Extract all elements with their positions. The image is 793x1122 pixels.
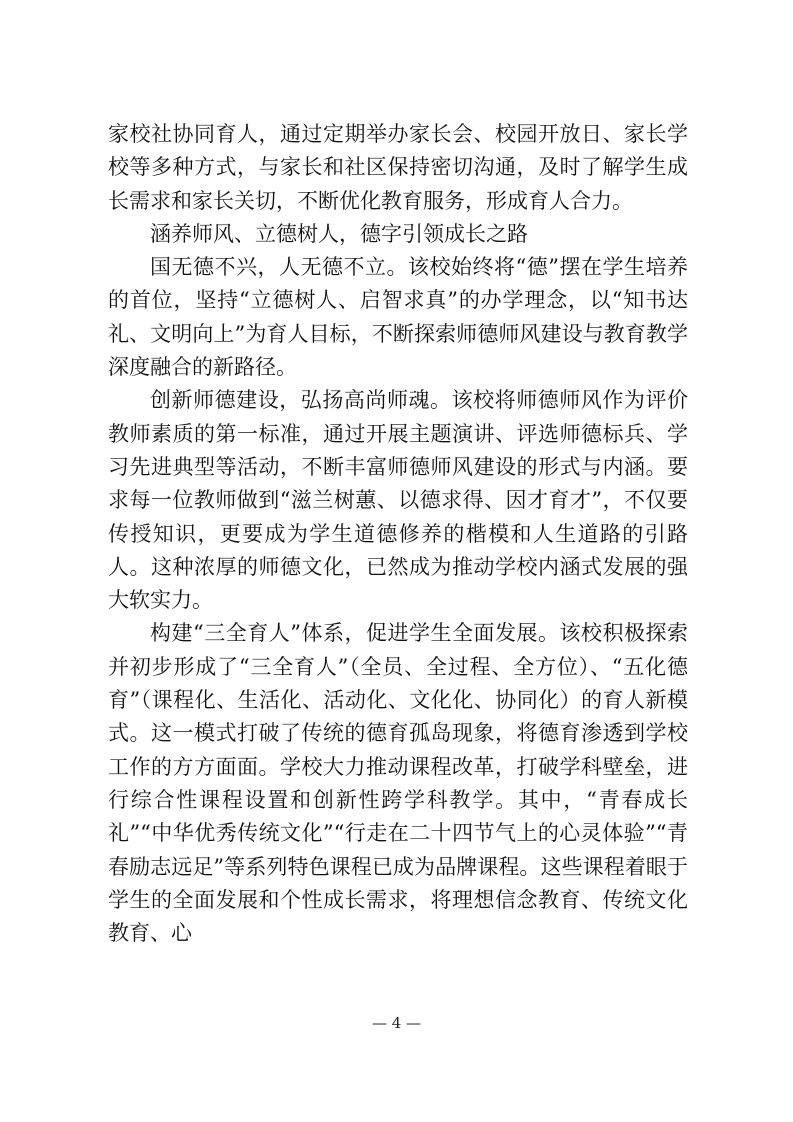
paragraph-continuation: 家校社协同育人，通过定期举办家长会、校园开放日、家长学校等多种方式，与家长和社区保持密切沟通，及时了解学生成长需求和家长关切，不断优化教育服务，形成育人合力。 bbox=[108, 122, 688, 213]
page-number: — 4 — bbox=[371, 1014, 422, 1032]
paragraph-three-all-education: 构建“三全育人”体系，促进学生全面发展。该校积极探索并初步形成了“三全育人”（全员、全过程、全方位）、“五化德育”（课程化、生活化、活动化、文化化、协同化）的育人新模式。这一模式打破了传统的德育孤岛现象，将德育渗透到学校工作的方方面面。学校大力推动课程改革，打破学科壁垒，进行综合性课程设置和创新性跨学科教学。其中，“青春成长礼”“中华优秀传统文化”“行走在二十四节气上的心灵体验”“青春励志远足”等系列特色课程已成为品牌课程。这些课程着眼于学生的全面发展和个性成长需求，将理想信念教育、传统文化教育、心 bbox=[108, 621, 688, 946]
body-text bbox=[108, 118, 688, 950]
section-heading: 涵养师风、立德树人，德字引领成长之路 bbox=[150, 221, 528, 246]
paragraph-moral-education: 国无德不兴，人无德不立。该校始终将“德”摆在学生培养的首位，坚持“立德树人、启智求真”的办学理念，以“知书达礼、文明向上”为育人目标，不断探索师德师风建设与教育教学深度融合的新路径。 bbox=[108, 255, 688, 380]
paragraph-teacher-ethics: 创新师德建设，弘扬高尚师魂。该校将师德师风作为评价教师素质的第一标准，通过开展主题演讲、评选师德标兵、学习先进典型等活动，不断丰富师德师风建设的形式与内涵。要求每一位教师做到“滋兰树蕙、以德求得、因才育才”，不仅要传授知识，更要成为学生道德修养的楷模和人生道路的引路人。这种浓厚的师德文化，已然成为推动学校内涵式发展的强大软实力。 bbox=[108, 388, 688, 613]
